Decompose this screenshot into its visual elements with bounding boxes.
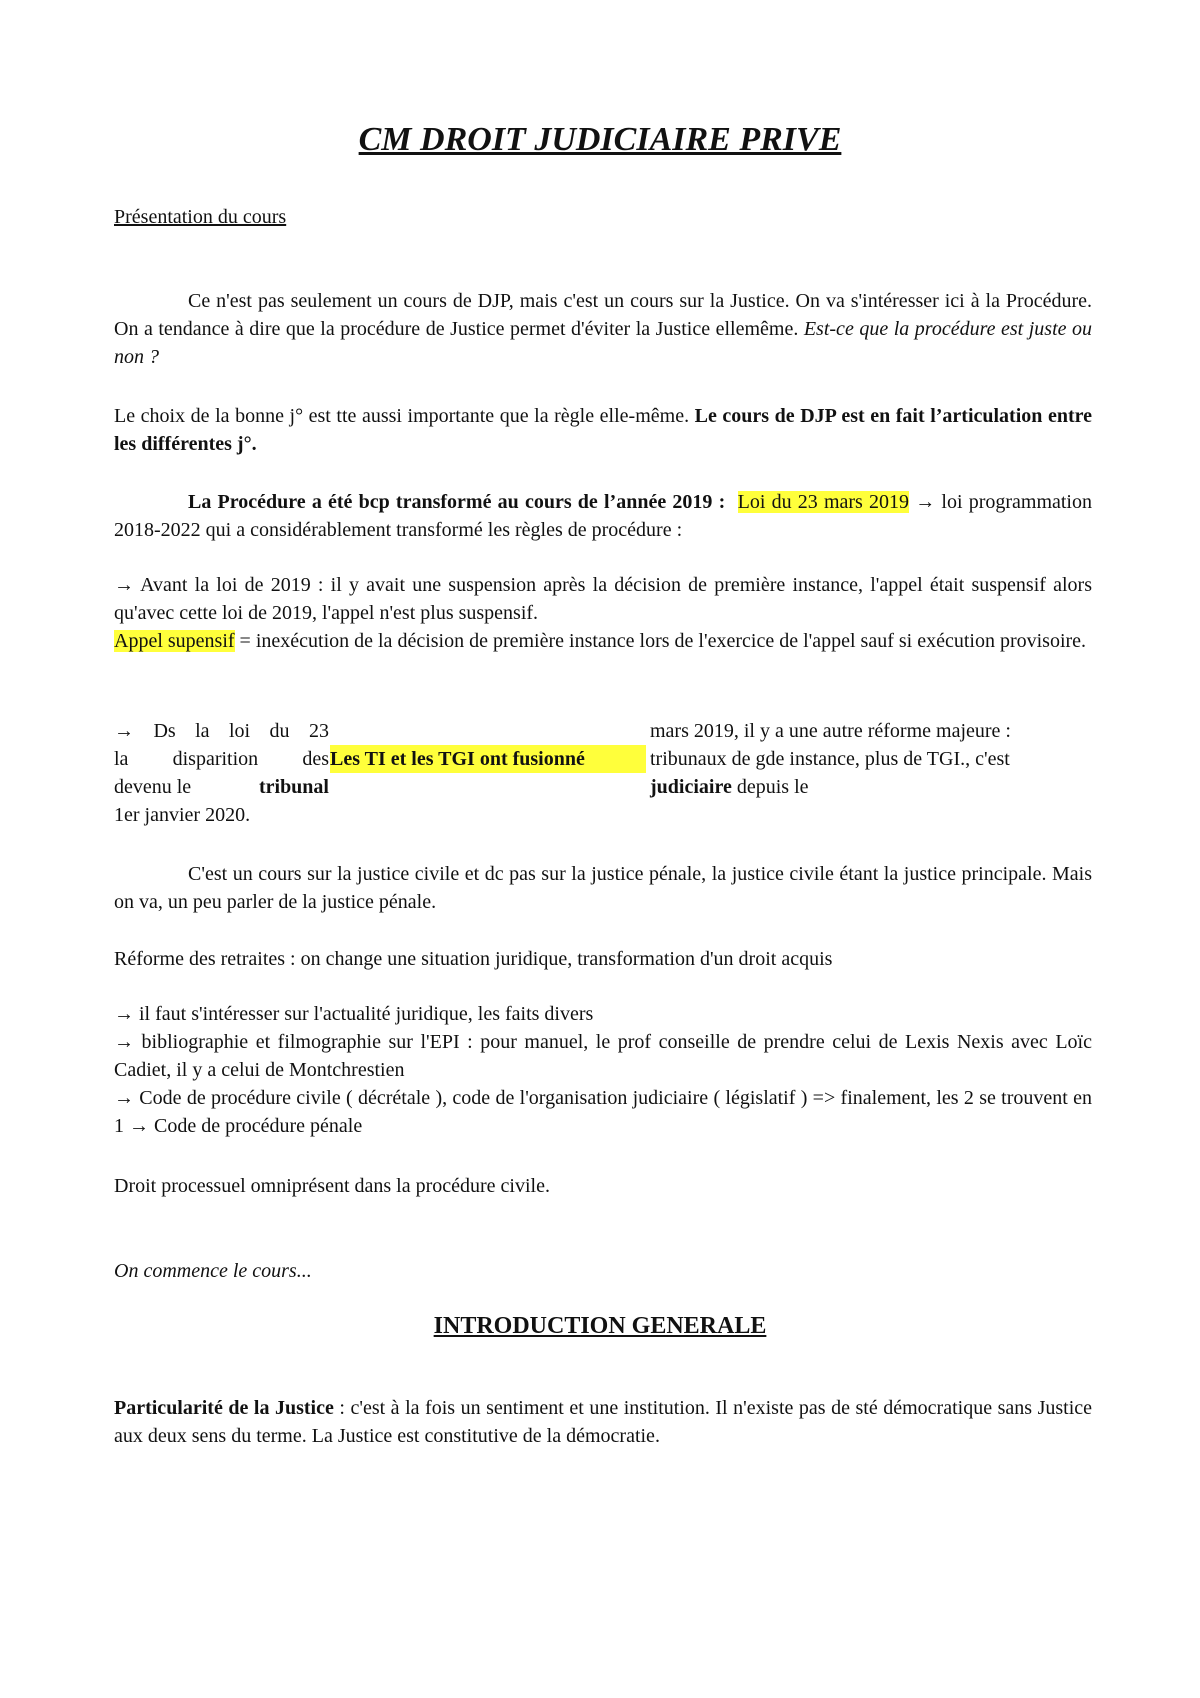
word: des	[302, 748, 329, 770]
word: judiciaire	[650, 776, 732, 798]
highlight-appel-supensif: Appel supensif	[114, 630, 235, 652]
word: du	[269, 720, 290, 742]
word: tribunal	[258, 776, 329, 798]
word: Ds	[153, 720, 176, 742]
ds-left-line2	[114, 745, 329, 773]
list-item: → il faut s'intéresser sur l'actualité juridique, les faits divers	[114, 1003, 594, 1025]
word: loi	[228, 720, 251, 742]
word: 23	[308, 720, 329, 742]
ds-left-line4: 1er janvier 2020.	[114, 804, 251, 826]
presentation-heading: Présentation du cours	[114, 206, 287, 228]
paragraph-intro	[114, 287, 1092, 371]
highlight-fusion-ti-tgi: Les TI et les TGI ont fusionné	[330, 745, 646, 773]
paragraph-commence: On commence le cours...	[114, 1260, 312, 1282]
list-item: → bibliographie et filmographie sur l'EPI : pour manuel, le prof conseille de prendre celui de Lexis Nexis avec Loïc Cadiet, il y a celui de Montchrestien	[114, 1031, 1092, 1081]
paragraph-reform-2019	[114, 488, 1092, 544]
paragraph-choice	[114, 402, 1092, 458]
bullet-list	[114, 1000, 1092, 1140]
paragraph-particularite-text: : c'est à la fois un sentiment et une institution. Il n'existe pas de sté démocratique sans Justice aux deux sens du terme. La Justice est constitutive de la démocratie.	[114, 1397, 1093, 1447]
paragraph-ds-left	[114, 717, 329, 829]
list-item: → Code de procédure civile ( décrétale ), code de l'organisation judiciaire ( législatif ) => finalement, les 2 se trouvent en 1 → Code de procédure pénale	[114, 1087, 1092, 1137]
ds-right-line1: mars 2019, il y a une autre réforme majeure :	[650, 720, 1011, 742]
ds-left-line3	[114, 773, 329, 801]
paragraph-choice-bold: Le cours de DJP est en fait l’articulation entre les différentes j°.	[114, 405, 1093, 455]
word: la	[195, 720, 210, 742]
paragraph-appel-line2: = inexécution de la décision de première instance lors de l'exercice de l'appel sauf si exécution provisoire.	[234, 630, 1087, 652]
ds-right-line3	[650, 773, 1092, 801]
paragraph-intro-question: Est-ce que la procédure est juste ou non ?	[114, 318, 1093, 368]
word: →	[114, 720, 134, 742]
paragraph-droit-processuel: Droit processuel omniprésent dans la procédure civile.	[114, 1175, 550, 1197]
word: la	[114, 748, 129, 770]
word: depuis le	[731, 776, 809, 798]
ds-left-line1	[114, 717, 329, 745]
paragraph-reform-bold: La Procédure a été bcp transformé au cours de l’année 2019 :	[188, 491, 726, 513]
paragraph-appel	[114, 571, 1092, 655]
paragraph-particularite-bold: Particularité de la Justice	[114, 1397, 334, 1419]
highlight-loi-23-mars: Loi du 23 mars 2019	[737, 491, 910, 513]
paragraph-choice-text: Le choix de la bonne j° est tte aussi importante que la règle elle-même.	[114, 405, 695, 427]
paragraph-intro-text: Ce n'est pas seulement un cours de DJP, mais c'est un cours sur la Justice. On va s'intéresser ici à la Procédure. On a tendance à dire que la procédure de Justice permet d'éviter la Justice ellemême.	[114, 290, 1092, 340]
paragraph-justice-civile: C'est un cours sur la justice civile et dc pas sur la justice pénale, la justice civile étant la justice principale. Mais on va, un peu parler de la justice pénale.	[114, 863, 1092, 913]
section-title: INTRODUCTION GENERALE	[433, 1313, 767, 1339]
paragraph-appel-line1: → Avant la loi de 2019 : il y avait une suspension après la décision de première instance, l'appel était suspensif alors qu'avec cette loi de 2019, l'appel n'est plus suspensif.	[114, 574, 1092, 624]
paragraph-ds-right	[650, 717, 1092, 801]
paragraph-retraites: Réforme des retraites : on change une situation juridique, transformation d'un droit acquis	[114, 948, 833, 970]
word: devenu le	[114, 776, 192, 798]
ds-right-line2: tribunaux de gde instance, plus de TGI., c'est	[650, 748, 1010, 770]
word: disparition	[172, 748, 259, 770]
paragraph-particularite	[114, 1394, 1092, 1450]
paragraph-reform-text: → loi programmation 2018-2022 qui a considérablement transformé les règles de procédure :	[114, 491, 1092, 541]
page-title: CM DROIT JUDICIAIRE PRIVE	[358, 121, 842, 158]
